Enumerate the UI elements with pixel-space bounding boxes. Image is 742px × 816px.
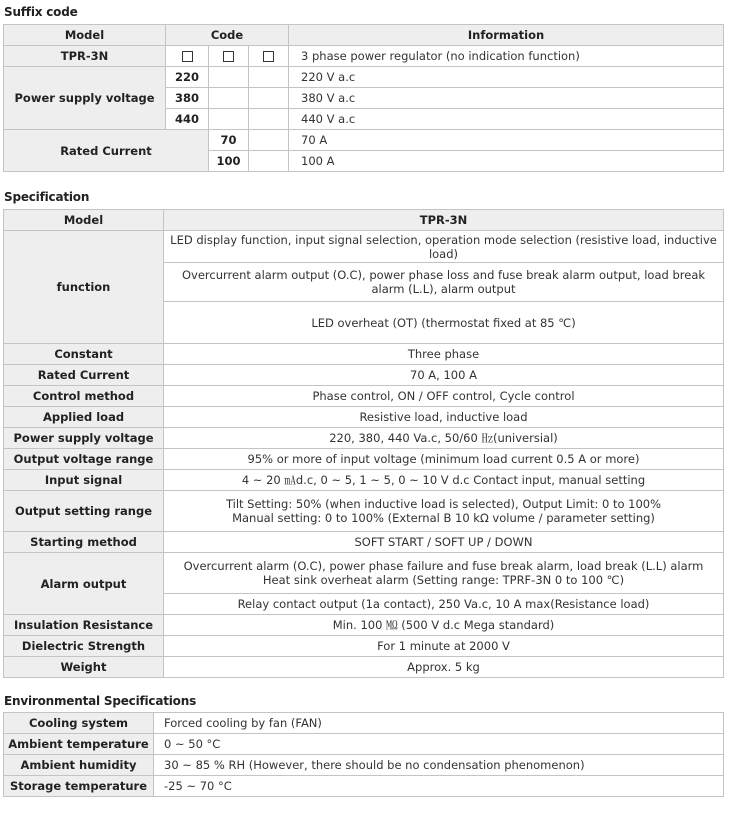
rated-current-label: Rated Current	[4, 130, 209, 172]
code-box-1	[166, 46, 209, 67]
specification-table	[3, 209, 724, 678]
model-name: TPR-3N	[4, 46, 166, 67]
table-header-row	[4, 210, 724, 231]
table-row	[4, 67, 724, 88]
spec-value: 70 A, 100 A	[164, 365, 724, 386]
spec-label: Insulation Resistance	[4, 615, 164, 636]
env-value: -25 ~ 70 °C	[154, 776, 724, 797]
output-setting-line: Manual setting: 0 to 100% (External B 10 kΩ volume / parameter setting)	[232, 511, 655, 525]
spec-value: Resistive load, inductive load	[164, 407, 724, 428]
spec-label: Applied load	[4, 407, 164, 428]
spec-value: For 1 minute at 2000 V	[164, 636, 724, 657]
spec-label: Dielectric Strength	[4, 636, 164, 657]
env-value: Forced cooling by fan (FAN)	[154, 713, 724, 734]
table-row	[4, 657, 724, 678]
table-row	[4, 755, 724, 776]
env-label: Ambient temperature	[4, 734, 154, 755]
table-row	[4, 636, 724, 657]
table-row	[4, 713, 724, 734]
header-code: Code	[166, 25, 289, 46]
function-label: function	[4, 231, 164, 344]
spec-header-model: Model	[4, 210, 164, 231]
table-row	[4, 449, 724, 470]
table-row	[4, 615, 724, 636]
table-row	[4, 553, 724, 594]
spec-value: Phase control, ON / OFF control, Cycle control	[164, 386, 724, 407]
spec-value: Three phase	[164, 344, 724, 365]
spec-label: Output voltage range	[4, 449, 164, 470]
spec-label: Constant	[4, 344, 164, 365]
spec-label: Power supply voltage	[4, 428, 164, 449]
power-supply-label: Power supply voltage	[4, 67, 166, 130]
table-row	[4, 130, 724, 151]
table-row	[4, 532, 724, 553]
model-info: 3 phase power regulator (no indication function)	[289, 46, 724, 67]
table-row	[4, 734, 724, 755]
env-label: Cooling system	[4, 713, 154, 734]
checkbox-square-icon	[182, 51, 193, 62]
function-line-2: Overcurrent alarm output (O.C), power phase loss and fuse break alarm output, load break alarm (L.L), alarm output	[164, 263, 724, 302]
code-info: 380 V a.c	[289, 88, 724, 109]
code-value: 100	[209, 151, 249, 172]
environmental-title: Environmental Specifications	[4, 694, 197, 708]
spec-value: 220, 380, 440 Va.c, 50/60 ㎐(universial)	[164, 428, 724, 449]
code-box-2	[209, 46, 249, 67]
alarm-relay-value: Relay contact output (1a contact), 250 Va.c, 10 A max(Resistance load)	[164, 594, 724, 615]
code-info: 440 V a.c	[289, 109, 724, 130]
environmental-table	[3, 712, 724, 797]
code-info: 70 A	[289, 130, 724, 151]
code-value: 380	[166, 88, 209, 109]
output-setting-line: Tilt Setting: 50% (when inductive load is selected), Output Limit: 0 to 100%	[225, 497, 662, 511]
spec-value: Approx. 5 kg	[164, 657, 724, 678]
spec-label: Weight	[4, 657, 164, 678]
spec-header-value: TPR-3N	[164, 210, 724, 231]
table-row	[4, 386, 724, 407]
table-row	[4, 407, 724, 428]
alarm-line: Heat sink overheat alarm (Setting range: TPRF-3N 0 to 100 ℃)	[262, 573, 625, 587]
code-value: 440	[166, 109, 209, 130]
alarm-output-label: Alarm output	[4, 553, 164, 615]
suffix-code-table	[3, 24, 724, 172]
code-info: 220 V a.c	[289, 67, 724, 88]
alarm-line: Overcurrent alarm (O.C), power phase failure and fuse break alarm, load break (L.L) alarm	[183, 559, 704, 573]
spec-value: 4 ~ 20 ㎃d.c, 0 ~ 5, 1 ~ 5, 0 ~ 10 V d.c Contact input, manual setting	[164, 470, 724, 491]
table-row	[4, 470, 724, 491]
output-setting-value	[164, 491, 724, 532]
spec-label: Control method	[4, 386, 164, 407]
table-row	[4, 344, 724, 365]
env-label: Storage temperature	[4, 776, 154, 797]
specification-title: Specification	[4, 190, 90, 204]
spec-label: Rated Current	[4, 365, 164, 386]
spec-value: Min. 100 ㏁ (500 V d.c Mega standard)	[164, 615, 724, 636]
starting-method-value: SOFT START / SOFT UP / DOWN	[164, 532, 724, 553]
env-label: Ambient humidity	[4, 755, 154, 776]
table-row	[4, 776, 724, 797]
checkbox-square-icon	[223, 51, 234, 62]
header-model: Model	[4, 25, 166, 46]
code-value: 70	[209, 130, 249, 151]
alarm-output-value	[164, 553, 724, 594]
function-line-1: LED display function, input signal selection, operation mode selection (resistive load, inductive load)	[164, 231, 724, 263]
output-setting-label: Output setting range	[4, 491, 164, 532]
env-value: 0 ~ 50 °C	[154, 734, 724, 755]
code-box-3	[249, 46, 289, 67]
table-row	[4, 428, 724, 449]
code-value: 220	[166, 67, 209, 88]
suffix-code-title: Suffix code	[4, 5, 78, 19]
spec-value: 95% or more of input voltage (minimum load current 0.5 A or more)	[164, 449, 724, 470]
table-row	[4, 365, 724, 386]
table-row	[4, 491, 724, 532]
function-line-3: LED overheat (OT) (thermostat fixed at 85 ℃)	[164, 302, 724, 344]
checkbox-square-icon	[263, 51, 274, 62]
env-value: 30 ~ 85 % RH (However, there should be no condensation phenomenon)	[154, 755, 724, 776]
header-info: Information	[289, 25, 724, 46]
spec-label: Input signal	[4, 470, 164, 491]
table-row	[4, 231, 724, 263]
code-info: 100 A	[289, 151, 724, 172]
table-row	[4, 46, 724, 67]
starting-method-label: Starting method	[4, 532, 164, 553]
table-header-row	[4, 25, 724, 46]
